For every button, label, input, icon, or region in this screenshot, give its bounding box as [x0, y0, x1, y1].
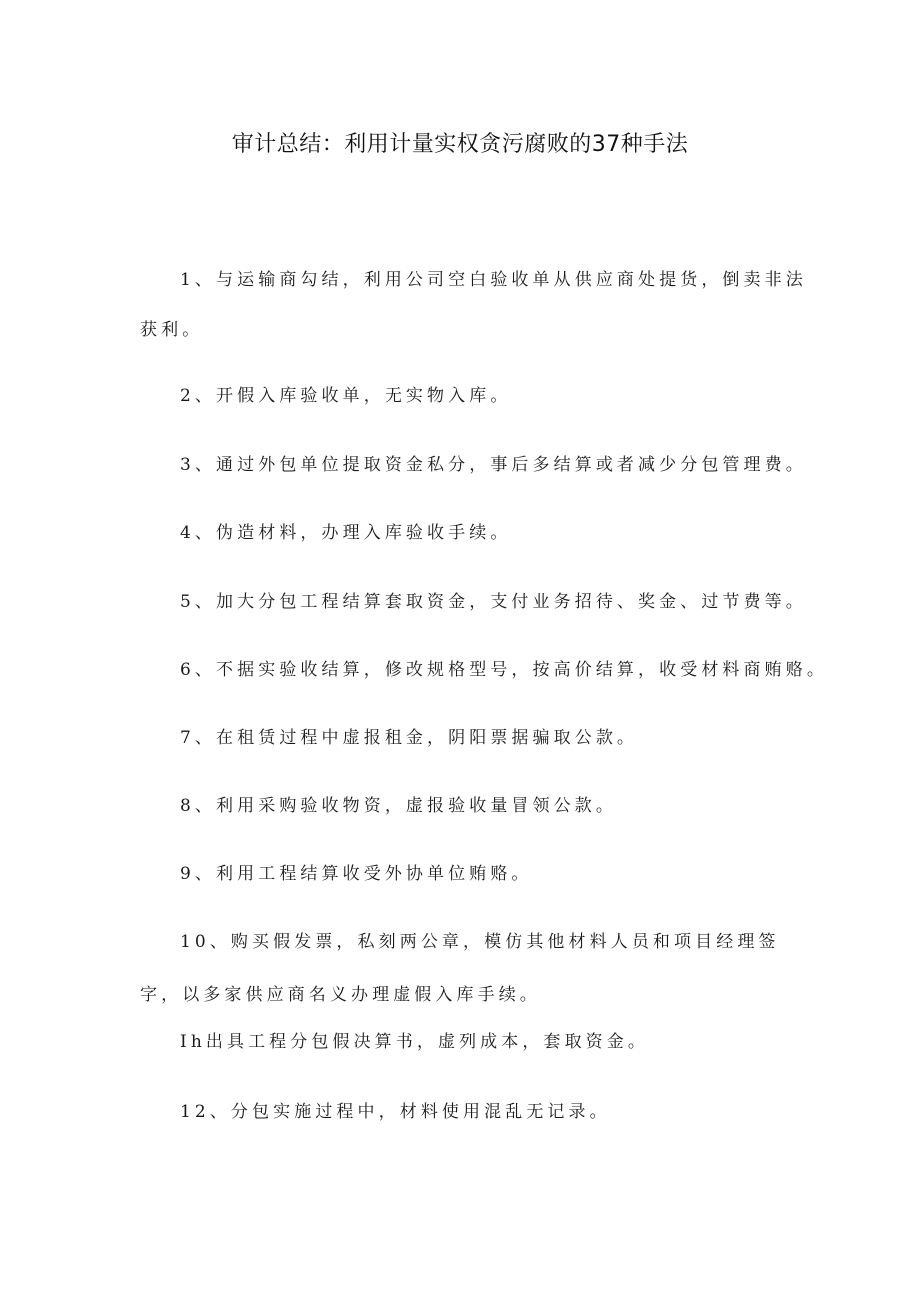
item-2: 2、开假入库验收单，无实物入库。 — [180, 386, 512, 406]
item-1-line-1: 1、与运输商勾结，利用公司空白验收单从供应商处提货，倒卖非法 — [180, 270, 807, 290]
item-11: Ih出具工程分包假决算书，虚列成本，套取资金。 — [180, 1032, 649, 1052]
document-title: 审计总结：利用计量实权贪污腐败的37种手法 — [231, 132, 689, 157]
item-1-line-2: 获利。 — [140, 320, 204, 340]
item-5: 5、加大分包工程结算套取资金，支付业务招待、奖金、过节费等。 — [180, 592, 807, 612]
item-10-line-1: 10、购买假发票，私刻两公章，模仿其他材料人员和项目经理签 — [180, 932, 780, 952]
item-12: 12、分包实施过程中，材料使用混乱无记录。 — [180, 1102, 611, 1122]
item-8: 8、利用采购验收物资，虚报验收量冒领公款。 — [180, 796, 617, 816]
item-10-line-2: 字，以多家供应商名义办理虚假入库手续。 — [140, 985, 541, 1005]
item-6: 6、不据实验收结算，修改规格型号，按高价结算，收受材料商贿赂。 — [180, 660, 828, 680]
item-4: 4、伪造材料，办理入库验收手续。 — [180, 523, 512, 543]
item-9: 9、利用工程结算收受外协单位贿赂。 — [180, 864, 533, 884]
item-3: 3、通过外包单位提取资金私分，事后多结算或者减少分包管理费。 — [180, 455, 807, 475]
item-7: 7、在租赁过程中虚报租金，阴阳票据骗取公款。 — [180, 728, 639, 748]
